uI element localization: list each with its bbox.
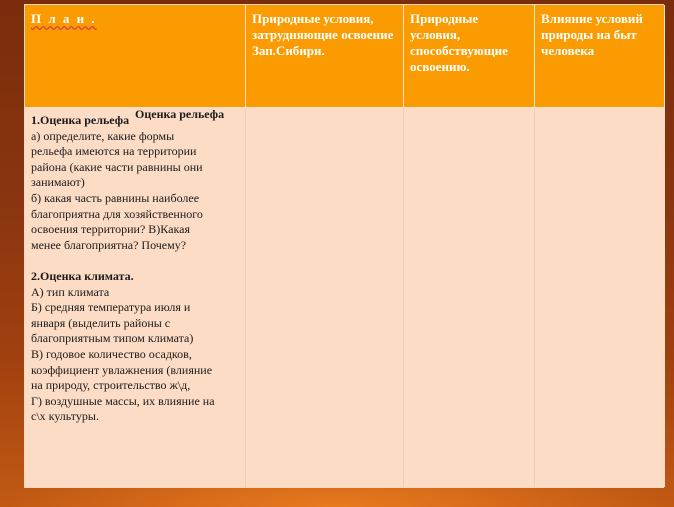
overlay-label: Оценка рельефа [135,107,225,121]
header-plan-label: П л а н . [31,11,97,26]
header-plan [25,5,246,108]
spacer [31,253,239,269]
section1-line: района (какие части равнины они [31,159,203,174]
section1-title: 1.Оценка рельефа [31,113,130,127]
section1-line: менее благоприятна? Почему? [31,237,187,252]
section2-line: на природу, строительство ж\д, [31,378,191,393]
plan-cell [25,108,246,487]
section2-line: января (выделить районы с [31,315,171,330]
section2-title: 2.Оценка климата. [31,268,134,283]
section2-line: Г) воздушные массы, их влияние на [31,393,215,408]
section1-line: освоения территории? В)Какая [31,222,190,237]
section1-line: благоприятна для хозяйственного [31,206,203,221]
influence-on-life-cell[interactable] [535,108,665,487]
section2-line: Б) средняя температура июля и [31,300,191,315]
header-favorable-conditions: Природные условия, способствующие освоению. [404,5,535,108]
header-influence-on-life: Влияние условий природы на быт человека [535,5,665,108]
section1-line: занимают) [31,175,85,190]
section2-line: коэффициент увлажнения (влияние [31,362,213,377]
section1-line: а) определите, какие формы [31,128,175,143]
plan-table [24,4,664,488]
section2-line: А) тип климата [31,284,110,299]
hindering-conditions-cell[interactable] [246,108,404,487]
section2-line: с\х культуры. [31,409,99,424]
header-hindering-conditions: Природные условия, затрудняющие освоение Зап.Сибири. [246,5,404,108]
favorable-conditions-cell[interactable] [404,108,535,487]
section1-line: рельефа имеются на территории [31,144,197,159]
section2-line: благоприятным типом климата) [31,331,194,346]
section1-line: б) какая часть равнины наиболее [31,190,200,205]
section2-line: В) годовое количество осадков, [31,346,192,361]
